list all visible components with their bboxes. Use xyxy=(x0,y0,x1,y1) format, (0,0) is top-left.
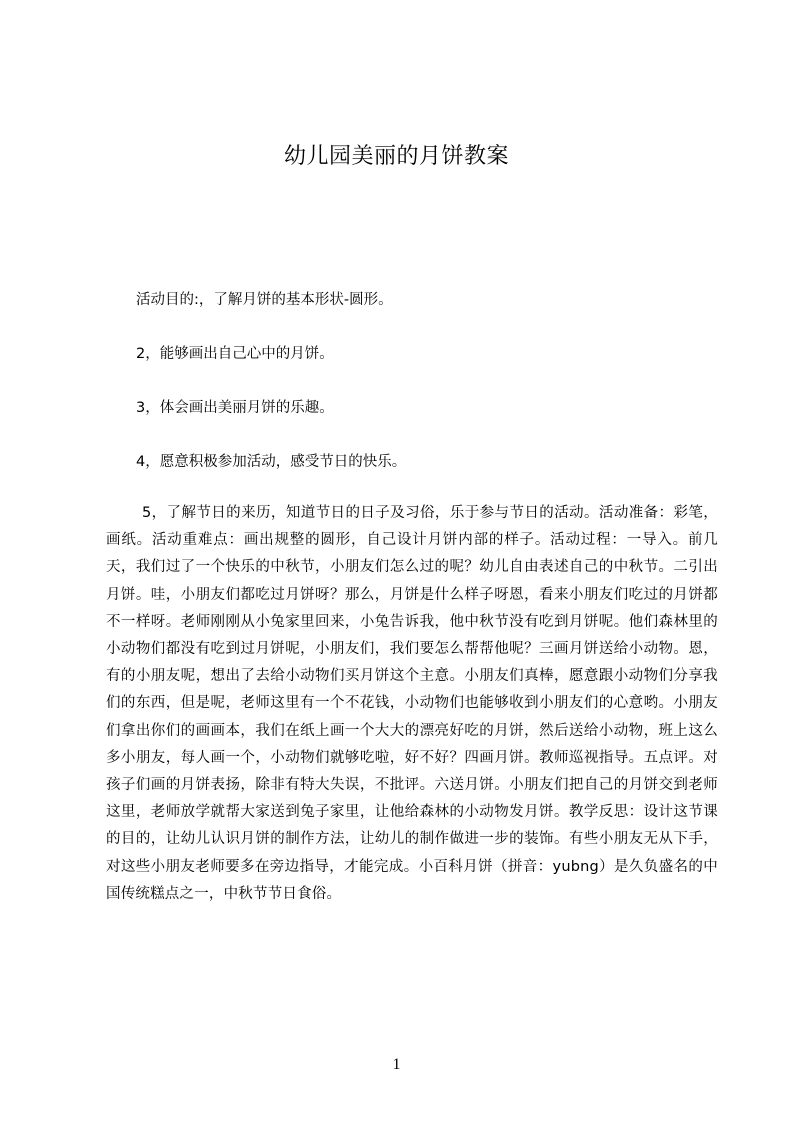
objective-item-1: 活动目的:，了解月饼的基本形状-圆形。 xyxy=(136,292,393,308)
document-title: 幼儿园美丽的月饼教案 xyxy=(283,144,509,169)
objective-item-3: 3，体会画出美丽月饼的乐趣。 xyxy=(136,400,334,416)
objective-item-4: 4，愿意积极参加活动，感受节日的快乐。 xyxy=(136,454,407,470)
objective-item-2: 2，能够画出自己心中的月饼。 xyxy=(136,346,334,362)
page-number: 1 xyxy=(392,1056,401,1073)
body-paragraph: 5，了解节日的来历，知道节日的日子及习俗，乐于参与节日的活动。活动准备：彩笔，画纸。活动重难点：画出规整的圆形，自己设计月饼内部的样子。活动过程：一导入。前几天，我们过了一个快乐的中秋节，小朋友们怎么过的呢？幼儿自由表述自己的中秋节。二引出月饼。哇，小朋友们都吃过月饼呀？那么，月饼是什么样子呀恩，看来小朋友们吃过的月饼都不一样呀。老师刚刚从小兔家里回来，小兔告诉我，他中秋节没有吃到月饼呢。他们森林里的小动物们都没有吃到过月饼呢，小朋友们，我们要怎么帮帮他呢？三画月饼送给小动物。恩，有的小朋友呢，想出了去给小动物们买月饼这个主意。小朋友们真棒，愿意跟小动物们分享我们的东西，但是呢，老师这里有一个不花钱，小动物们也能够收到小朋友们的心意哟。小朋友们拿出你们的画画本，我们在纸上画一个大大的漂亮好吃的月饼，然后送给小动物，班上这么多小朋友，每人画一个，小动物们就够吃啦，好不好？四画月饼。教师巡视指导。五点评。对孩子们画的月饼表扬，除非有特大失误，不批评。六送月饼。小朋友们把自己的月饼交到老师这里，老师放学就帮大家送到兔子家里，让他给森林的小动物发月饼。教学反思：设计这节课的目的，让幼儿认识月饼的制作方法，让幼儿的制作做进一步的装饰。有些小朋友无从下手，对这些小朋友老师要多在旁边指导，才能完成。小百科月饼（拼音：yubng）是久负盛名的中国传统糕点之一，中秋节节日食俗。 xyxy=(106,505,718,902)
